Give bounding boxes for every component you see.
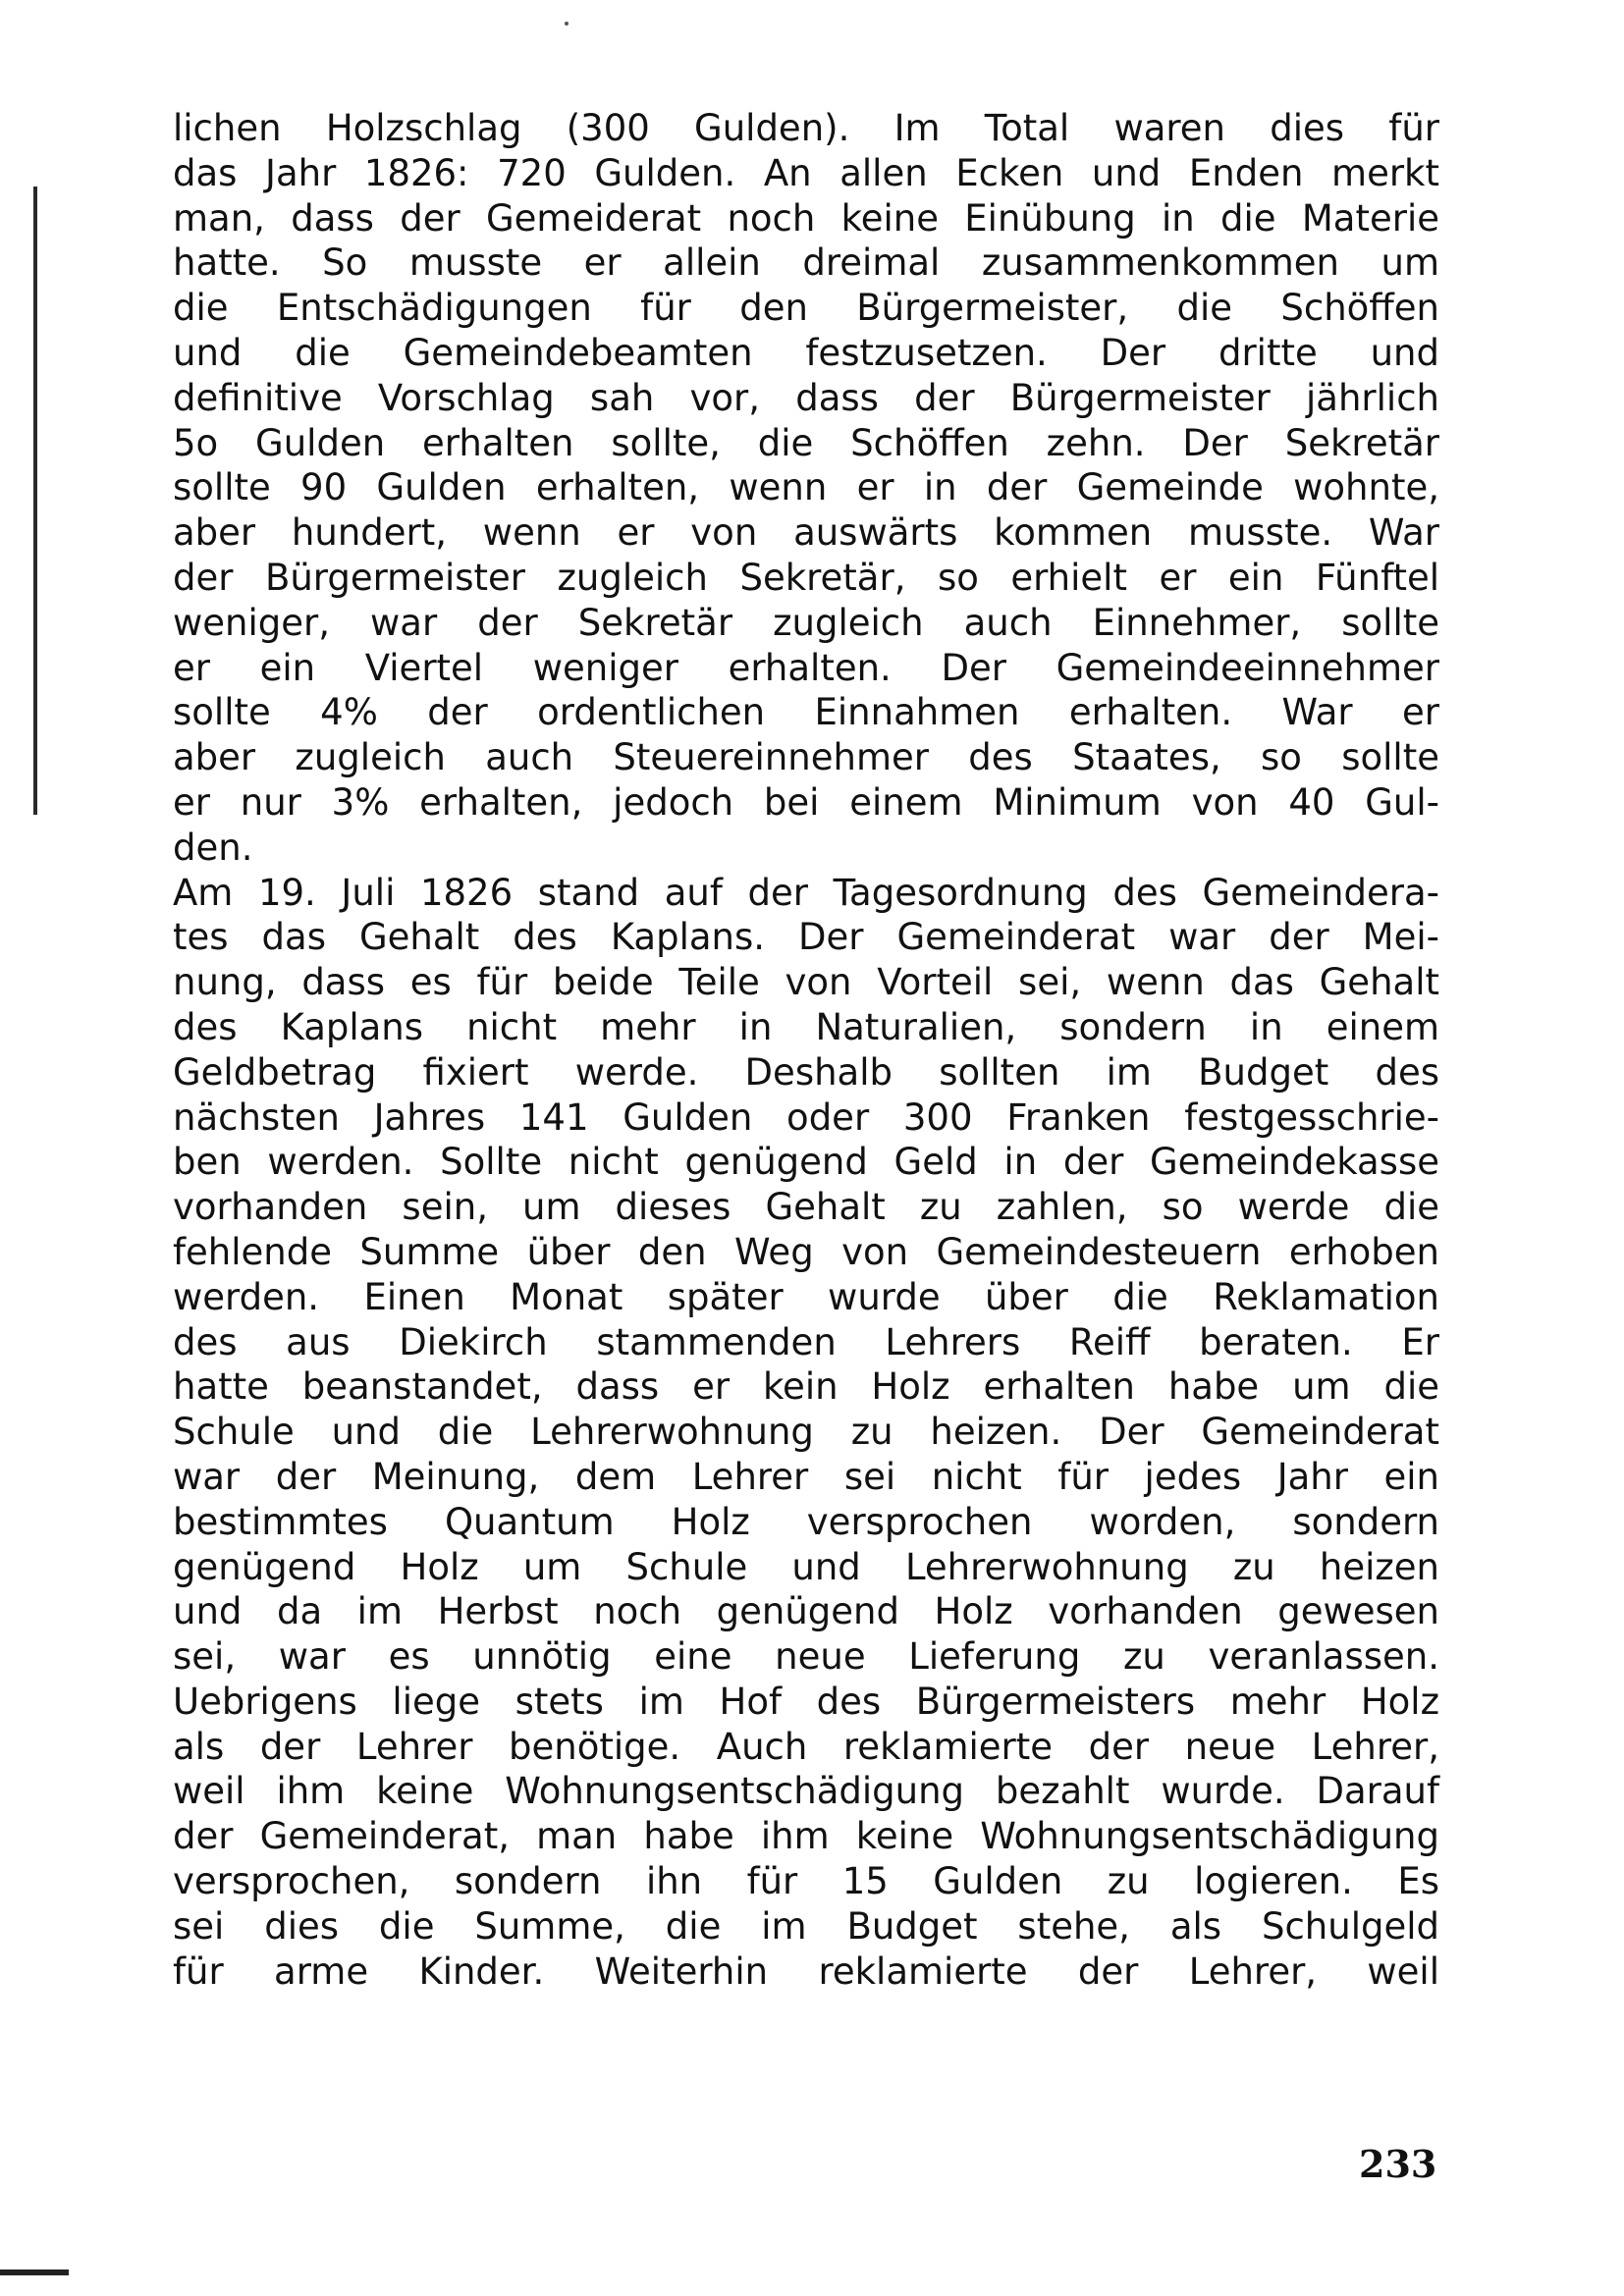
text-line-26: fehlende Summe über den Weg von Gemeindesteuern erhoben (173, 1230, 1439, 1273)
scan-edge-mark (0, 2269, 69, 2275)
text-line-22: Geldbetrag fixiert werde. Deshalb sollten im Budget des (173, 1050, 1439, 1094)
text-line-4: hatte. So musste er allein dreimal zusammenkommen um (173, 241, 1439, 285)
text-line-9: sollte 90 Gulden erhalten, wenn er in der Gemeinde wohnte, (173, 466, 1439, 509)
body-text (173, 106, 1439, 1994)
text-line-41: sei dies die Summe, die im Budget stehe, als Schulgeld (173, 1904, 1439, 1948)
page-number: 233 (1359, 2142, 1437, 2186)
text-line-31: war der Meinung, dem Lehrer sei nicht für jedes Jahr ein (173, 1455, 1439, 1498)
text-line-7: definitive Vorschlag sah vor, dass der Bürgermeister jährlich (173, 376, 1439, 419)
text-line-20: nung, dass es für beide Teile von Vorteil sei, wenn das Gehalt (173, 961, 1439, 1004)
text-line-15: aber zugleich auch Steuereinnehmer des Staates, so sollte (173, 736, 1439, 779)
text-line-17: den. (173, 826, 253, 869)
text-line-5: die Entschädigungen für den Bürgermeister, die Schöffen (173, 287, 1439, 330)
text-line-36: Uebrigens liege stets im Hof des Bürgermeisters mehr Holz (173, 1680, 1439, 1723)
text-line-39: der Gemeinderat, man habe ihm keine Wohnungsentschädigung (173, 1815, 1439, 1858)
text-line-12: weniger, war der Sekretär zugleich auch Einnehmer, sollte (173, 601, 1439, 644)
text-line-2: das Jahr 1826: 720 Gulden. An allen Ecken und Enden merkt (173, 151, 1439, 194)
text-line-33: genügend Holz um Schule und Lehrerwohnung zu heizen (173, 1545, 1439, 1588)
text-line-30: Schule und die Lehrerwohnung zu heizen. Der Gemeinderat (173, 1411, 1439, 1454)
text-line-13: er ein Viertel weniger erhalten. Der Gemeindeeinnehmer (173, 646, 1439, 689)
text-line-8: 5o Gulden erhalten sollte, die Schöffen zehn. Der Sekretär (173, 421, 1439, 464)
text-line-42: für arme Kinder. Weiterhin reklamierte der Lehrer, weil (173, 1949, 1439, 1993)
text-line-34: und da im Herbst noch genügend Holz vorhanden gewesen (173, 1590, 1439, 1633)
text-line-10: aber hundert, wenn er von auswärts kommen musste. War (173, 511, 1439, 555)
text-line-32: bestimmtes Quantum Holz versprochen worden, sondern (173, 1500, 1439, 1543)
text-line-16: er nur 3% erhalten, jedoch bei einem Minimum von 40 Gul- (173, 780, 1439, 824)
scan-speck (565, 22, 568, 26)
text-line-19: tes das Gehalt des Kaplans. Der Gemeinderat war der Mei- (173, 916, 1439, 959)
text-line-11: der Bürgermeister zugleich Sekretär, so erhielt er ein Fünftel (173, 556, 1439, 599)
text-line-28: des aus Diekirch stammenden Lehrers Reiff beraten. Er (173, 1320, 1439, 1363)
text-line-23: nächsten Jahres 141 Gulden oder 300 Franken festgesschrie- (173, 1095, 1439, 1139)
text-line-1: lichen Holzschlag (300 Gulden). Im Total waren dies für (173, 107, 1439, 149)
text-line-29: hatte beanstandet, dass er kein Holz erhalten habe um die (173, 1365, 1439, 1409)
text-line-14: sollte 4% der ordentlichen Einnahmen erhalten. War er (173, 691, 1439, 734)
text-line-3: man, dass der Gemeiderat noch keine Einübung in die Materie (173, 196, 1439, 240)
text-line-38: weil ihm keine Wohnungsentschädigung bezahlt wurde. Darauf (173, 1770, 1439, 1813)
text-line-21: des Kaplans nicht mehr in Naturalien, sondern in einem (173, 1005, 1439, 1048)
text-line-40: versprochen, sondern ihn für 15 Gulden zu logieren. Es (173, 1860, 1439, 1903)
text-line-27: werden. Einen Monat später wurde über die Reklamation (173, 1275, 1439, 1318)
text-line-35: sei, war es unnötig eine neue Lieferung zu veranlassen. (173, 1635, 1439, 1679)
margin-rule (33, 187, 37, 815)
text-line-18: Am 19. Juli 1826 stand auf der Tagesordnung des Gemeindera- (173, 871, 1439, 914)
text-line-37: als der Lehrer benötige. Auch reklamierte der neue Lehrer, (173, 1725, 1439, 1768)
text-line-24: ben werden. Sollte nicht genügend Geld in der Gemeindekasse (173, 1141, 1439, 1184)
text-line-6: und die Gemeindebeamten festzusetzen. Der dritte und (173, 331, 1439, 374)
text-line-25: vorhanden sein, um dieses Gehalt zu zahlen, so werde die (173, 1186, 1439, 1229)
